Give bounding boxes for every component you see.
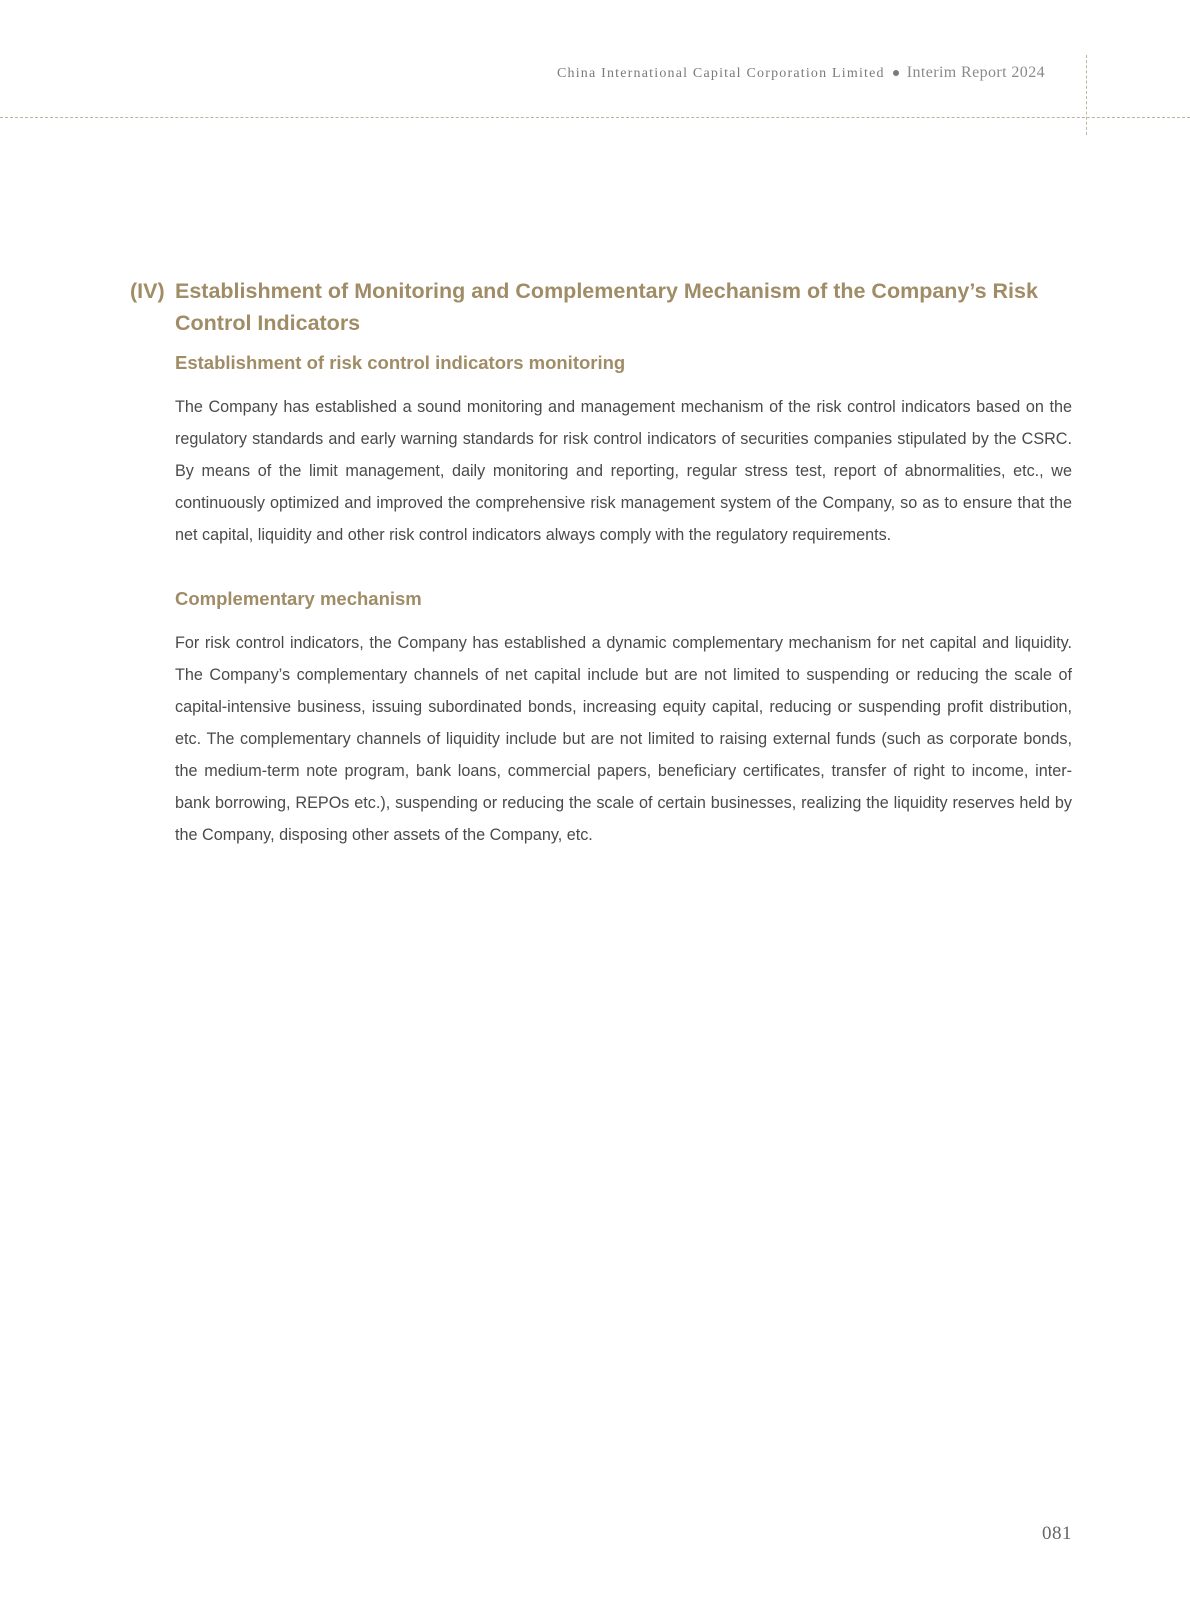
section bbox=[130, 275, 1072, 851]
subsection-heading-monitoring: Establishment of risk control indicators monitoring bbox=[175, 352, 626, 373]
paragraph-complementary: For risk control indicators, the Company has established a dynamic complementary mechanism for net capital and liquidity. The Company’s complementary channels of net capital include but are not limited to suspending or reducing the scale of capital-intensive business, issuing subordinated bonds, increasing equity capital, reducing or suspending profit distribution, etc. The complementary channels of liquidity include but are not limited to raising external funds (such as corporate bonds, the medium-term note program, bank loans, commercial papers, beneficiary certificates, transfer of right to income, inter-bank borrowing, REPOs etc.), suspending or reducing the scale of certain businesses, realizing the liquidity reserves held by the Company, disposing other assets of the Company, etc. bbox=[175, 634, 1072, 844]
crop-mark bbox=[1086, 55, 1087, 135]
subsection-heading-complementary: Complementary mechanism bbox=[175, 588, 422, 609]
section-content bbox=[175, 349, 1072, 851]
header-report: Interim Report 2024 bbox=[906, 64, 1045, 81]
paragraph-monitoring: The Company has established a sound monitoring and management mechanism of the risk control indicators based on the regulatory standards and early warning standards for risk control indicators of securities companies stipulated by the CSRC. By means of the limit management, daily monitoring and reporting, regular stress test, report of abnormalities, etc., we continuously optimized and improved the comprehensive risk management system of the Company, so as to ensure that the net capital, liquidity and other risk control indicators always comply with the regulatory requirements. bbox=[175, 398, 1072, 544]
header-divider bbox=[0, 117, 1190, 118]
running-header bbox=[557, 64, 1045, 82]
page-number: 081 bbox=[1042, 1523, 1072, 1544]
bullet-separator-icon bbox=[893, 70, 899, 76]
header-company: China International Capital Corporation Limited bbox=[556, 66, 885, 81]
section-title-text: Establishment of Monitoring and Complementary Mechanism of the Company’s Risk Control Indicators bbox=[175, 279, 1038, 335]
section-number: (IV) bbox=[130, 279, 165, 303]
section-title bbox=[130, 275, 1072, 339]
